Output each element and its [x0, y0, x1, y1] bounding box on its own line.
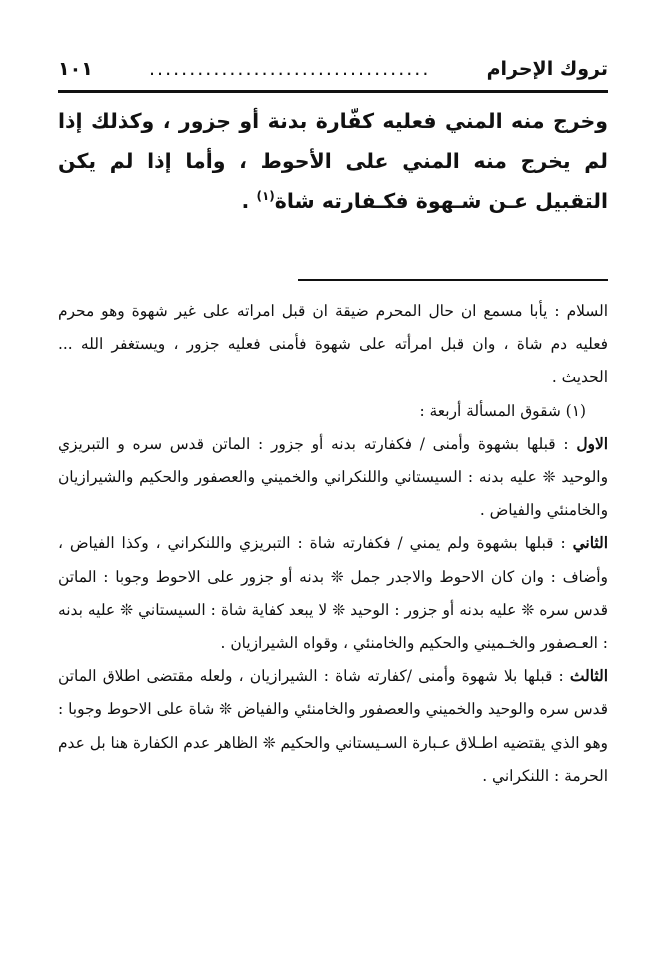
footnote-case-1 [58, 428, 608, 528]
footnote-ref: (١) [256, 189, 275, 204]
case-1-lead: الاول [576, 434, 608, 453]
book-page [58, 58, 608, 793]
footnote-case-3 [58, 660, 608, 793]
case-3-text: : قبلها بلا شهوة وأمنى /كفارته شاة : الشيرازيان ، ولعله مقتضى اطلاق الماتن قدس سره والوحيد والخميني والعصفور والخامنئي والفياض ❊ شاة على الاحوط وجوبا : وهو الذي يقتضيه اطـلاق عـبارة السـيستاني والحكيم ❊ الظاهر عدم الكفارة هنا بل عدم الحرمة : اللنكراني . [58, 667, 608, 785]
case-2-text: : قبلها بشهوة ولم يمني / فكفارته شاة : التبريزي واللنكراني ، وكذا الفياض ، وأضاف : وان كان الاحوط والاجدر جمل ❊ بدنه أو جزور على الاحوط وجوبا : الماتن قدس سره ❊ عليه بدنه أو جزور : الوحيد ❊ لا يبعد كفاية شاة : السيستاني ❊ عليه بدنه : العـصفور والخـميني والحكيم والخامنئي ، وقواه الشيرازيان . [58, 534, 608, 653]
footnote-continuation: السلام : يأبا مسمع ان حال المحرم ضيقة ان قبل امراته على غير شهوة وهو محرم فعليه دم شاة ، وان قبل امرأته على شهوة فأمنى فعليه جزور ، ويستغفر الله ... الحديث . [58, 302, 608, 387]
footnotes [58, 295, 608, 793]
case-1-text: : قبلها بشهوة وأمنى / فكفارته بدنه أو جزور : الماتن قدس سره و التبريزي والوحيد ❊ عليه بدنه : السيستاني واللنكراني والخميني والعصفور والحكيم والشيرازيان والخامنئي والفياض . [58, 434, 608, 520]
footnote-case-2 [58, 527, 608, 660]
case-3-lead: الثالث [569, 667, 608, 686]
main-end: . [241, 189, 257, 213]
case-2-lead: الثاني [572, 534, 608, 553]
running-head [58, 58, 608, 86]
main-paragraph: وخرج منه المني فعليه كفّارة بدنة أو جزور ، وكذلك إذا لم يخرج منه المني على الأحوط ، وأما إذا لم يكن التقبيل عـن شـهوة فكـفارته شاة [58, 109, 608, 213]
running-title: تروك الإحرام [486, 58, 608, 80]
footnote-rule [298, 279, 608, 281]
header-rule [58, 90, 608, 93]
leader-dots: ................................... [149, 58, 431, 80]
main-text [58, 101, 608, 221]
page-number: ١٠١ [58, 58, 93, 80]
footnote-intro: (١) شقوق المسألة أربعة : [419, 401, 586, 420]
